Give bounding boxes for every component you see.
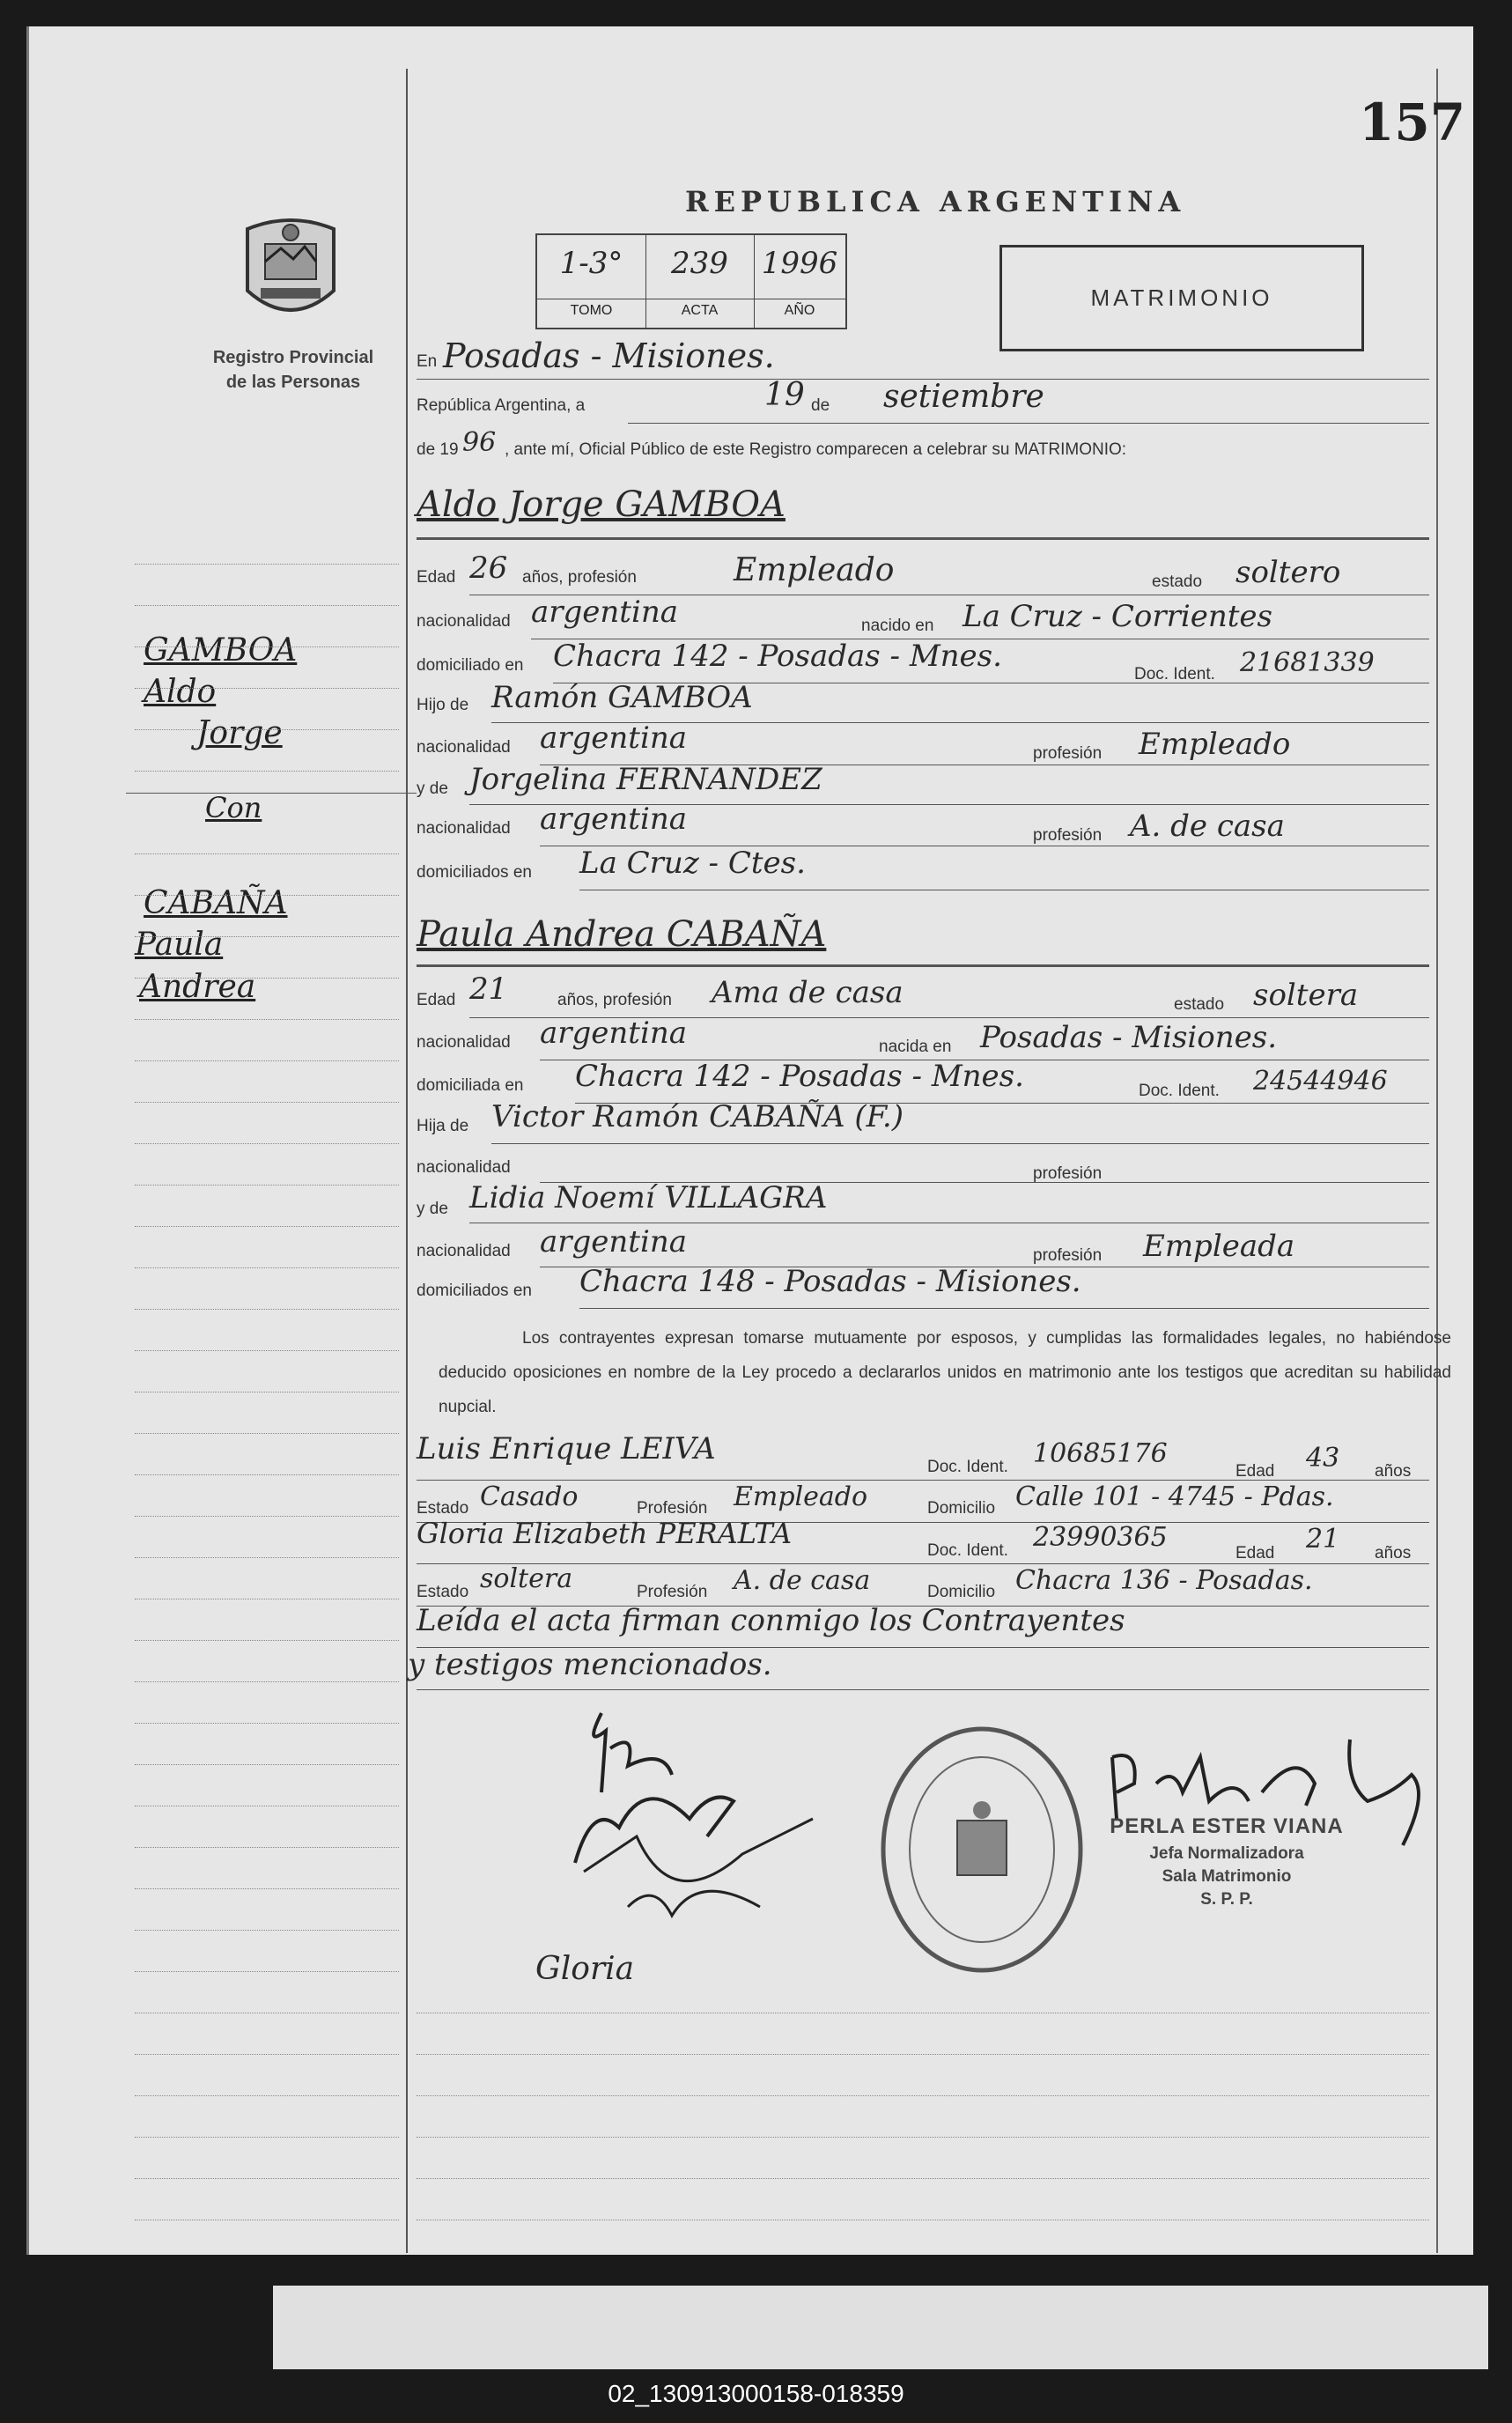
margin-ruled-line [135,1888,399,1889]
year-suffix: 96 [462,427,497,458]
official-name: PERLA ESTER VIANA [1110,1814,1344,1838]
margin-ruled-line [135,853,399,854]
witness1-estado-label: Estado [417,1499,469,1518]
margin-ruled-line [135,1723,399,1724]
registry-line-2: de las Personas [225,373,361,392]
groom-father: Ramón GAMBOA [491,680,753,715]
groom-parents-address: La Cruz - Ctes. [579,846,806,881]
certificate-page [26,26,1473,2255]
witness-signature: Gloria [535,1951,635,1987]
groom-estado-label: estado [1152,573,1203,591]
groom-profesion-label: años, profesión [522,568,637,587]
file-id: 02_130913000158-018359 [608,2380,904,2407]
groom-mother-profession: A. de casa [1130,809,1285,844]
blank-ruled-line [417,2137,1429,2138]
margin-ruled-line [135,1474,399,1475]
day: 19 [764,377,805,413]
groom-doc-label: Doc. Ident. [1134,665,1215,683]
bride-nationality: argentina [540,1016,688,1051]
witness2-profesion-label: Profesión [637,1583,708,1601]
witness1-name: Luis Enrique LEIVA [417,1431,716,1466]
margin-ruled-line [135,1060,399,1061]
bride-hija-label: Hija de [417,1117,469,1135]
closing-line-1: Leída el acta firman conmigo los Contrayentes [417,1603,1125,1638]
bride-profesion-label: años, profesión [557,991,672,1009]
acta-label: ACTA [645,299,754,319]
witness2-doc-label: Doc. Ident. [927,1541,1008,1560]
bride-nacida-label: nacida en [879,1038,952,1056]
margin-bride-surname: CABAÑA [144,885,288,921]
bride-marital: soltera [1253,978,1359,1013]
official-block [1108,1814,1346,1910]
bride-father: Victor Ramón CABAÑA (F.) [491,1099,904,1134]
margin-ruled-line [135,646,399,647]
margin-bride-name2: Andrea [139,969,256,1005]
year-prefix: de 19 [417,440,459,459]
registry-name [161,345,425,395]
bride-mother-profesion-label: profesión [1033,1246,1103,1265]
margin-ruled-line [135,1019,399,1020]
witness1-doc: 10685176 [1033,1438,1168,1469]
contracting-signatures-icon [522,1695,892,1995]
margin-ruled-line [135,729,399,730]
groom-father-profession: Empleado [1139,727,1291,762]
groom-nacionalidad-label: nacionalidad [417,612,511,631]
groom-nationality: argentina [531,595,679,630]
groom-marital: soltero [1235,555,1341,590]
groom-nacido-label: nacido en [861,617,934,635]
groom-father-nationality-label: nacionalidad [417,738,511,757]
margin-groom-name1: Aldo [144,674,217,710]
groom-hijo-label: Hijo de [417,696,469,714]
bride-estado-label: estado [1174,995,1225,1014]
place: Posadas - Misiones. [443,336,775,375]
bride-nacionalidad-label: nacionalidad [417,1033,511,1052]
margin-groom-surname: GAMBOA [144,632,298,669]
acta-value: 239 [671,246,728,281]
margin-ruled-line [135,2095,399,2096]
intro-text: , ante mí, Oficial Público de este Registro comparecen a celebrar su MATRIMONIO: [505,440,1127,459]
groom-mother-nationality-label: nacionalidad [417,819,511,838]
bride-birthplace: Posadas - Misiones. [980,1020,1278,1055]
blank-ruled-line [417,2095,1429,2096]
margin-ruled-line [135,2178,399,2179]
bride-domiciliada-label: domiciliada en [417,1076,524,1095]
bride-yde-label: y de [417,1200,448,1218]
provincial-seal-icon [239,213,343,326]
republica-label: República Argentina, a [417,396,586,415]
en-label: En [417,352,438,371]
margin-rule [406,69,408,2253]
margin-ruled-line [135,1309,399,1310]
ano-cell [754,235,845,328]
groom-mother-nationality: argentina [540,802,688,837]
document-title: REPUBLICA ARGENTINA [685,185,1186,218]
witness2-anos-label: años [1375,1544,1412,1562]
tomo-label: TOMO [537,299,645,319]
bride-mother-nationality-label: nacionalidad [417,1242,511,1260]
witness2-address: Chacra 136 - Posadas. [1015,1565,1313,1596]
margin-ruled-line [135,895,399,896]
legal-text: Los contrayentes expresan tomarse mutuamente por esposos, y cumplidas las formalidades legales, no habiéndose deducido oposiciones en nombre de la Ley procedo a declararlos unidos en matrimonio ante los testigos que acreditan su habilidad nupcial. [439,1329,1451,1416]
bride-father-profesion-label: profesión [1033,1164,1103,1183]
month: setiembre [883,379,1044,415]
margin-ruled-line [135,2137,399,2138]
margin-ruled-line [135,1516,399,1517]
bride-domiciliados-label: domiciliados en [417,1282,532,1300]
bride-doc: 24544946 [1253,1066,1388,1097]
official-title-2: Sala Matrimonio [1162,1867,1292,1886]
margin-ruled-line [135,1226,399,1227]
margin-ruled-line [135,978,399,979]
ano-label: AÑO [754,299,845,319]
margin-ruled-line [135,605,399,606]
margin-ruled-line [135,1847,399,1848]
margin-ruled-line [135,1143,399,1144]
official-title-3: S. P. P. [1200,1890,1253,1909]
tomo-cell [537,235,646,328]
groom-doc: 21681339 [1240,647,1375,678]
witness1-age: 43 [1306,1443,1340,1474]
margin-groom-name2: Jorge [196,715,283,751]
witness2-profession: A. de casa [734,1565,871,1596]
groom-father-profesion-label: profesión [1033,744,1103,763]
groom-domiciliados-label: domiciliados en [417,863,532,882]
record-reference-box [535,233,847,329]
groom-yde-label: y de [417,779,448,798]
ano-value: 1996 [761,246,838,281]
margin-ruled-line [135,1971,399,1972]
record-type-box: MATRIMONIO [999,245,1364,351]
margin-ruled-line [135,1930,399,1931]
closing-line-2: y testigos mencionados. [408,1647,772,1682]
tomo-value: 1-3° [559,246,623,281]
groom-edad-label: Edad [417,568,456,587]
groom-father-nationality: argentina [540,720,688,756]
margin-ruled-line [135,771,399,772]
margin-ruled-line [135,1433,399,1434]
margin-ruled-line [135,1267,399,1268]
margin-ruled-line [135,1102,399,1103]
bride-mother-profession: Empleada [1143,1229,1295,1264]
margin-ruled-line [135,1350,399,1351]
page-edge [273,2286,1488,2369]
blank-ruled-line [417,2054,1429,2055]
registry-line-1: Registro Provincial [212,348,374,367]
official-stamp-icon [876,1722,1088,1977]
witness1-profesion-label: Profesión [637,1499,708,1518]
margin-ruled-line [135,1640,399,1641]
margin-ruled-line [135,688,399,689]
bride-profession: Ama de casa [712,975,904,1010]
margin-con: Con [205,791,262,824]
witness1-edad-label: Edad [1235,1462,1275,1481]
acta-cell [645,235,755,328]
margin-ruled-line [135,1557,399,1558]
groom-profession: Empleado [734,552,895,588]
margin-ruled-line [135,1185,399,1186]
groom-age: 26 [469,550,508,586]
witness1-doc-label: Doc. Ident. [927,1458,1008,1476]
witness2-domicilio-label: Domicilio [927,1583,996,1601]
margin-bride-name1: Paula [135,927,224,963]
margin-ruled-line [135,1764,399,1765]
right-rule [1436,69,1438,2253]
groom-name: Aldo Jorge GAMBOA [417,484,786,525]
witness1-marital: Casado [480,1481,579,1512]
margin-ruled-line [135,2054,399,2055]
blank-ruled-line [417,2178,1429,2179]
witness1-anos-label: años [1375,1462,1412,1481]
bride-doc-label: Doc. Ident. [1139,1082,1220,1100]
bride-address: Chacra 142 - Posadas - Mnes. [575,1059,1024,1094]
bride-mother-nationality: argentina [540,1224,688,1260]
margin-ruled-line [135,564,399,565]
groom-address: Chacra 142 - Posadas - Mnes. [553,639,1002,674]
witness2-marital: soltera [480,1563,573,1594]
bride-father-nationality-label: nacionalidad [417,1158,511,1177]
witness1-address: Calle 101 - 4745 - Pdas. [1015,1481,1334,1512]
bride-age: 21 [469,971,508,1007]
groom-mother-profesion-label: profesión [1033,826,1103,845]
witness2-name: Gloria Elizabeth PERALTA [417,1517,793,1550]
groom-birthplace: La Cruz - Corrientes [963,599,1272,634]
witness1-domicilio-label: Domicilio [927,1499,996,1518]
margin-ruled-line [135,936,399,937]
margin-ruled-line [135,1681,399,1682]
witness2-age: 21 [1306,1524,1340,1555]
official-title-1: Jefa Normalizadora [1149,1844,1304,1863]
groom-mother: Jorgelina FERNANDEZ [469,762,822,797]
witness2-estado-label: Estado [417,1583,469,1601]
de-label: de [811,396,830,415]
page-number: 157 [1359,92,1466,152]
witness2-edad-label: Edad [1235,1544,1275,1562]
witness2-doc: 23990365 [1033,1522,1168,1553]
groom-domiciliado-label: domiciliado en [417,656,524,675]
witness1-profession: Empleado [734,1481,868,1512]
bride-name: Paula Andrea CABAÑA [417,914,827,955]
bride-edad-label: Edad [417,991,456,1009]
bride-mother: Lidia Noemí VILLAGRA [469,1180,828,1215]
bride-parents-address: Chacra 148 - Posadas - Misiones. [579,1264,1081,1299]
